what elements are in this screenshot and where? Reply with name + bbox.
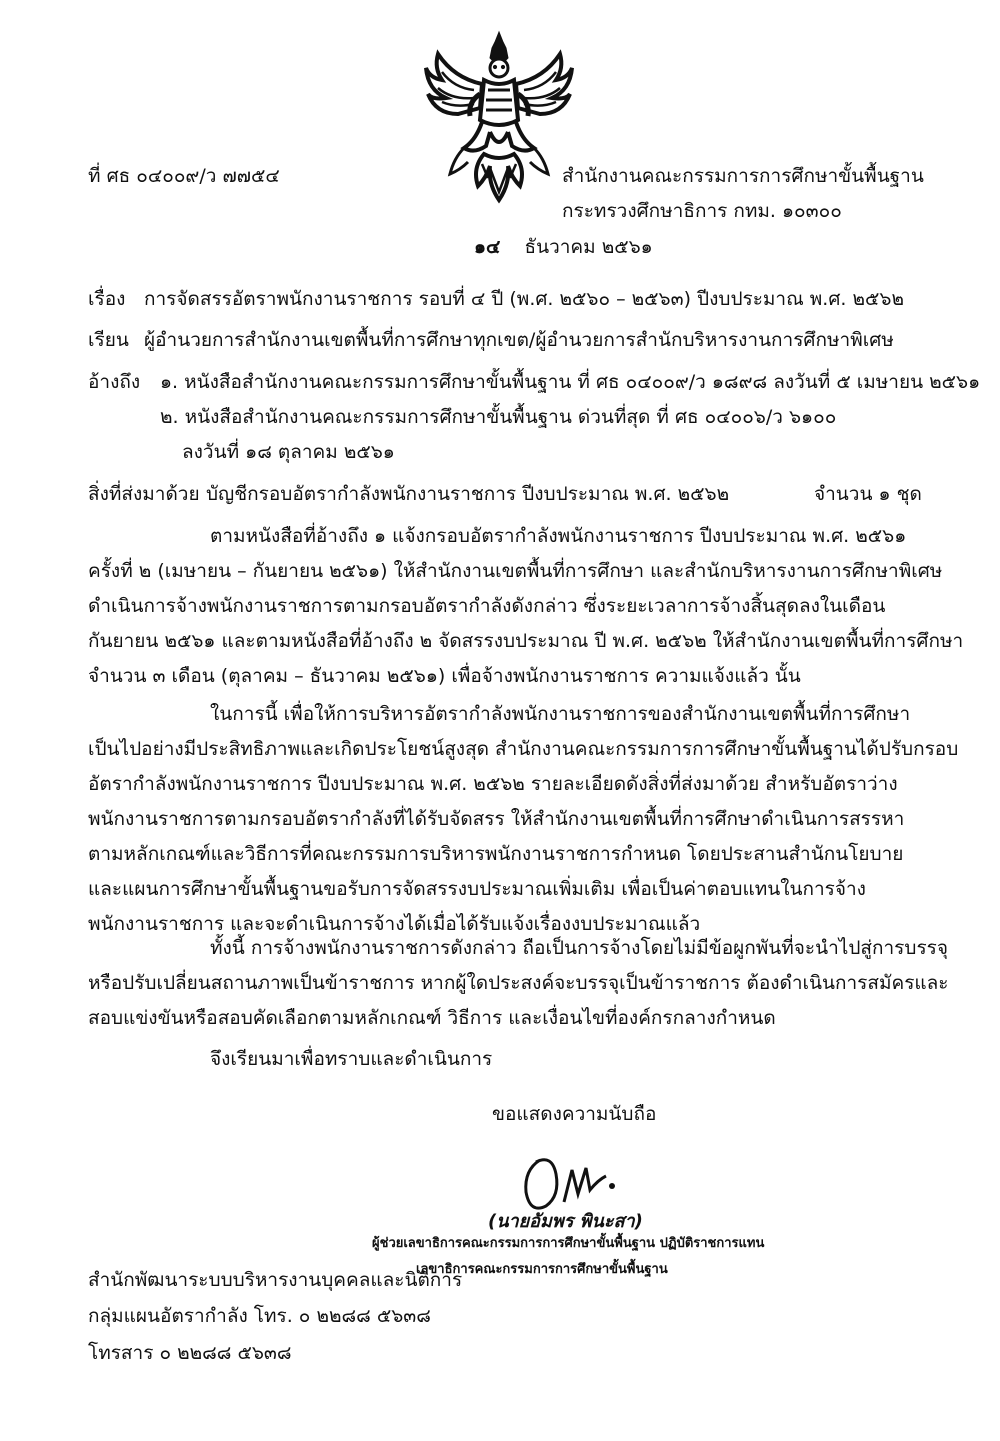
date-month-year: ธันวาคม ๒๕๖๑ (524, 236, 653, 258)
org-name: สำนักงานคณะกรรมการการศึกษาขั้นพื้นฐาน (562, 165, 924, 187)
body-paragraph-3 (88, 934, 949, 1032)
org-address: กระทรวงศึกษาธิการ กทม. ๑๐๓๐๐ (562, 200, 842, 222)
body-paragraph-1 (88, 522, 964, 690)
paragraph-line: เป็นไปอย่างมีประสิทธิภาพและเกิดประโยชน์สูงสุด สำนักงานคณะกรรมการการศึกษาขั้นพื้นฐานได้ปรับกรอบ (88, 738, 959, 760)
paragraph-line: จำนวน ๓ เดือน (ตุลาคม – ธันวาคม ๒๕๖๑) เพื่อจ้างพนักงานราชการ ความแจ้งแล้ว นั้น (88, 665, 801, 687)
paragraph-line: ตามหนังสือที่อ้างถึง ๑ แจ้งกรอบอัตรากำลังพนักงานราชการ ปีงบประมาณ พ.ศ. ๒๕๖๑ (210, 525, 907, 547)
reference-item-date: ลงวันที่ ๑๘ ตุลาคม ๒๕๖๑ (182, 441, 395, 463)
signatory-name: (นายอัมพร พินะสา) (488, 1211, 643, 1232)
signatory-title-line1: ผู้ช่วยเลขาธิการคณะกรรมการการศึกษาขั้นพื้นฐาน ปฏิบัติราชการแทน (372, 1236, 765, 1251)
recipient-text: ผู้อำนวยการสำนักงานเขตพื้นที่การศึกษาทุกเขต/ผู้อำนวยการสำนักบริหารงานการศึกษาพิเศษ (144, 329, 894, 351)
footer-group-phone: กลุ่มแผนอัตรากำลัง โทร. ๐ ๒๒๘๘ ๕๖๓๘ (88, 1305, 431, 1327)
paragraph-line: ในการนี้ เพื่อให้การบริหารอัตรากำลังพนักงานราชการของสำนักงานเขตพื้นที่การศึกษา (210, 703, 911, 725)
document-number: ที่ ศธ ๐๔๐๐๙/ว ๗๗๕๔ (88, 165, 280, 187)
date (474, 233, 653, 261)
paragraph-line: หรือปรับเปลี่ยนสถานภาพเป็นข้าราชการ หากผู้ใดประสงค์จะบรรจุเป็นข้าราชการ ต้องดำเนินการสมัครและ (88, 972, 949, 994)
reference-item: ๑. หนังสือสำนักงานคณะกรรมการศึกษาขั้นพื้นฐาน ที่ ศธ ๐๔๐๐๙/ว ๑๘๙๘ ลงวันที่ ๕ เมษายน ๒๕๖๑ (160, 371, 981, 393)
footer-fax: โทรสาร ๐ ๒๒๘๘ ๕๖๓๘ (88, 1342, 292, 1364)
footer-office: สำนักพัฒนาระบบบริหารงานบุคคลและนิติการ (88, 1269, 463, 1291)
reference-item: ๒. หนังสือสำนักงานคณะกรรมการศึกษาขั้นพื้นฐาน ด่วนที่สุด ที่ ศธ ๐๔๐๐๖/ว ๖๑๐๐ (160, 406, 837, 428)
references-label: อ้างถึง (88, 371, 141, 393)
recipient-label: เรียน (88, 329, 129, 351)
paragraph-line: อัตรากำลังพนักงานราชการ ปีงบประมาณ พ.ศ. ๒๕๖๒ รายละเอียดดังสิ่งที่ส่งมาด้วย สำหรับอัตราว่าง (88, 773, 898, 795)
body-paragraph-2 (88, 700, 959, 938)
closing-request: จึงเรียนมาเพื่อทราบและดำเนินการ (210, 1048, 493, 1070)
paragraph-line: ตามหลักเกณฑ์และวิธีการที่คณะกรรมการบริหารพนักงานราชการกำหนด โดยประสานสำนักนโยบาย (88, 843, 904, 865)
enclosure-text: บัญชีกรอบอัตรากำลังพนักงานราชการ ปีงบประมาณ พ.ศ. ๒๕๖๒ (206, 483, 730, 505)
enclosure-quantity: จำนวน ๑ ชุด (814, 483, 922, 505)
paragraph-line: พนักงานราชการ และจะดำเนินการจ้างได้เมื่อได้รับแจ้งเรื่องงบประมาณแล้ว (88, 913, 701, 935)
subject-label: เรื่อง (88, 288, 126, 310)
subject-text: การจัดสรรอัตราพนักงานราชการ รอบที่ ๔ ปี (พ.ศ. ๒๕๖๐ – ๒๕๖๓) ปีงบประมาณ พ.ศ. ๒๕๖๒ (144, 288, 904, 310)
paragraph-line: ดำเนินการจ้างพนักงานราชการตามกรอบอัตรากำลังดังกล่าว ซึ่งระยะเวลาการจ้างสิ้นสุดลงในเดือน (88, 595, 886, 617)
closing-salutation: ขอแสดงความนับถือ (492, 1103, 657, 1125)
paragraph-line: ทั้งนี้ การจ้างพนักงานราชการดังกล่าว ถือเป็นการจ้างโดยไม่มีข้อผูกพันที่จะนำไปสู่การบรรจุ (210, 937, 948, 959)
garuda-emblem-icon (424, 28, 574, 206)
enclosure-label: สิ่งที่ส่งมาด้วย (88, 483, 200, 505)
paragraph-line: กันยายน ๒๕๖๑ และตามหนังสือที่อ้างถึง ๒ จัดสรรงบประมาณ ปี พ.ศ. ๒๕๖๒ ให้สำนักงานเขตพื้นที่การศึกษา (88, 630, 964, 652)
date-day: ๑๔ (474, 236, 501, 258)
paragraph-line: และแผนการศึกษาขั้นพื้นฐานขอรับการจัดสรรงบประมาณเพิ่มเติม เพื่อเป็นค่าตอบแทนในการจ้าง (88, 878, 866, 900)
paragraph-line: พนักงานราชการตามกรอบอัตรากำลังที่ได้รับจัดสรร ให้สำนักงานเขตพื้นที่การศึกษาดำเนินการสรรหา (88, 808, 905, 830)
paragraph-line: ครั้งที่ ๒ (เมษายน – กันยายน ๒๕๖๑) ให้สำนักงานเขตพื้นที่การศึกษา และสำนักบริหารงานการศึกษาพิเศษ (88, 560, 943, 582)
paragraph-line: สอบแข่งขันหรือสอบคัดเลือกตามหลักเกณฑ์ วิธีการ และเงื่อนไขที่องค์กรกลางกำหนด (88, 1007, 776, 1029)
signatory-title-line2: เลขาธิการคณะกรรมการการศึกษาขั้นพื้นฐาน (416, 1262, 668, 1277)
